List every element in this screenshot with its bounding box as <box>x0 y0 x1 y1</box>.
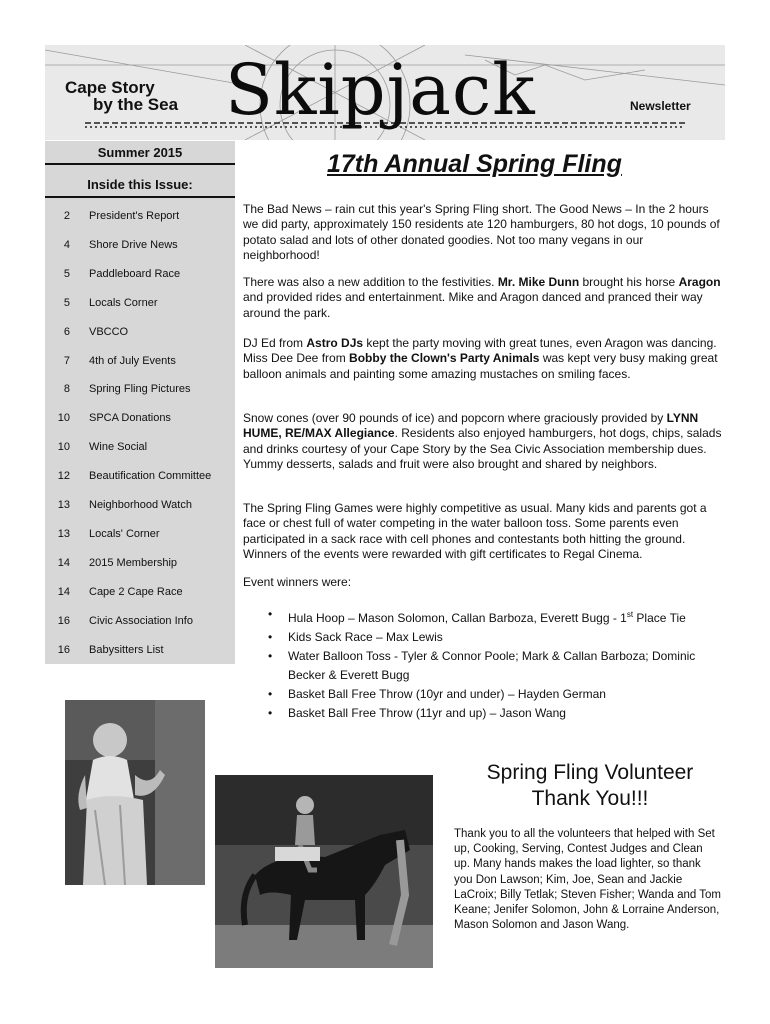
toc-item-title: Wine Social <box>89 441 148 454</box>
toc-item-title: Spring Fling Pictures <box>89 383 191 396</box>
toc-page-number: 4 <box>63 238 70 251</box>
masthead-cape-story <box>65 79 178 113</box>
toc-page-number: 12 <box>57 470 70 483</box>
toc-item-title: Shore Drive News <box>89 238 178 251</box>
toc-page-number: 10 <box>57 412 70 425</box>
horse-ride-photo <box>215 775 433 968</box>
winner-item: • Kids Sack Race – Max Lewis <box>268 628 728 647</box>
text-run: There was also a new addition to the festivities. <box>243 275 498 289</box>
toc-item-title: VBCCO <box>89 325 129 338</box>
toc-item-title: Neighborhood Watch <box>89 499 192 511</box>
toc-item <box>45 381 235 399</box>
toc-item <box>45 555 235 573</box>
text-run: st <box>626 610 634 619</box>
bold-name-astro-djs: Astro DJs <box>306 336 364 350</box>
article-paragraph-6: Event winners were: <box>243 575 352 589</box>
issue-season: Summer 2015 <box>97 145 183 160</box>
volunteer-title <box>455 760 725 812</box>
toc-item-title: SPCA Donations <box>89 412 171 425</box>
text-run: brought his horse <box>579 275 679 289</box>
volunteer-title-line1: Spring Fling Volunteer <box>486 761 694 784</box>
masthead-banner <box>45 45 725 140</box>
toc-item-title: Babysitters List <box>89 643 164 656</box>
toc-item <box>45 324 235 342</box>
toc-item <box>45 353 235 371</box>
toc-item-title: Cape 2 Cape Race <box>89 585 183 598</box>
bold-name-mike-dunn: Mr. Mike Dunn <box>497 275 580 289</box>
toc-item-title: Beautification Committee <box>89 470 212 483</box>
toc-page-number: 6 <box>63 325 70 338</box>
masthead-cape-line2: by the Sea <box>93 95 179 114</box>
toc-item <box>45 266 235 284</box>
masthead-title: Skipjack <box>225 49 536 131</box>
bold-name-bobby-the-clown: Bobby the Clown's Party Animals <box>349 351 540 366</box>
toc-page-number: 16 <box>57 643 70 656</box>
toc-item <box>45 497 235 515</box>
bold-name-lynn-hume: LYNN HUME, RE/MAX Allegiance <box>243 411 699 441</box>
text-run: Snow cones (over 90 pounds of ice) and popcorn where graciously provided by <box>243 411 667 425</box>
toc-heading: Inside this Issue: <box>87 177 193 192</box>
toc-item <box>45 584 235 602</box>
toc-item <box>45 439 235 457</box>
text-run: Hula Hoop – Mason Solomon, Callan Barboza, Everett Bugg - 1 <box>288 611 627 625</box>
toc-item <box>45 208 235 226</box>
toc-item-title: Civic Association Info <box>89 614 193 627</box>
winner-item: • Basket Ball Free Throw (10yr and under) – Hayden German <box>268 685 728 704</box>
toc-page-number: 14 <box>57 585 70 598</box>
divider <box>45 196 235 198</box>
toc-item <box>45 642 235 660</box>
article-paragraph-4 <box>243 411 723 472</box>
toc-item <box>45 526 235 544</box>
article-paragraph-1: The Bad News – rain cut this year's Spring Fling short. The Good News – In the 2 hours we did party, approximately 150 residents ate 120 hamburgers, 80 hot dogs, 10 pounds of potato salad and lots of other donated goodies. Not too many vegans in our neighborhood! <box>243 202 720 262</box>
toc-item-title: Locals' Corner <box>89 527 160 540</box>
toc-item <box>45 613 235 631</box>
toc-item <box>45 237 235 255</box>
text-run: kept the party moving with great tunes, even Aragon was dancing. Miss Dee Dee from <box>243 336 717 366</box>
volunteer-title-line2: Thank You!!! <box>531 787 649 810</box>
text-run: Becker & Everett Bugg <box>288 668 410 682</box>
toc-page-number: 10 <box>57 441 70 454</box>
toc-page-number: 2 <box>63 210 70 222</box>
toc-page-number: 13 <box>57 499 70 511</box>
toc-page-number: 14 <box>57 556 70 569</box>
winners-list <box>268 605 728 723</box>
toc-page-number: 5 <box>63 267 70 280</box>
winner-item <box>268 605 728 628</box>
text-run: was kept very busy making great balloon animals and painting some amazing mustaches on smiling faces. <box>243 351 718 381</box>
toc-item <box>45 410 235 428</box>
text-run: Place Tie <box>633 611 686 625</box>
masthead-cape-line1: Cape Story <box>65 78 155 97</box>
toc-item-title: President's Report <box>89 210 180 222</box>
toc-item-title: 4th of July Events <box>89 354 176 367</box>
divider <box>45 163 235 165</box>
toc-page-number: 16 <box>57 614 70 627</box>
article-paragraph-3 <box>243 336 723 382</box>
sidebar-contents <box>45 141 235 664</box>
toc-page-number: 8 <box>63 383 70 396</box>
masthead-newsletter-label: Newsletter <box>630 99 691 113</box>
text-run: DJ Ed from <box>243 336 307 350</box>
winner-item <box>268 647 728 685</box>
article-paragraph-2 <box>243 275 723 321</box>
winner-item: • Basket Ball Free Throw (11yr and up) – Jason Wang <box>268 704 728 723</box>
text-run: Water Balloon Toss - Tyler & Connor Poole; Mark & Callan Barboza; Dominic <box>288 649 696 663</box>
toc-item-title: Locals Corner <box>89 296 158 309</box>
volunteer-text: Thank you to all the volunteers that helped with Set up, Cooking, Serving, Contest Judges and Clean up. Many hands makes the load lighter, so thank you Don Lawson; Kim, Joe, Sean and Jackie LaCroix; Billy Tetlak; Steven Fisher; Wanda and Tom Keane; Jenifer Solomon, John & Lorraine Anderson, Mason Solomon and Jason Wang. <box>454 828 721 932</box>
toc-item-title: Paddleboard Race <box>89 267 181 280</box>
article-title: 17th Annual Spring Fling <box>327 150 622 178</box>
text-run: and provided rides and entertainment. Mike and Aragon danced and pranced their way around the park. <box>243 290 703 320</box>
toc-item-title: 2015 Membership <box>89 556 178 569</box>
bold-name-aragon: Aragon <box>678 275 721 289</box>
toc-item <box>45 295 235 313</box>
text-run: . Residents also enjoyed hamburgers, hot dogs, chips, salads and drinks courtesy of your Cape Story by the Sea Civic Association membership dues. Yummy desserts, salads and fruit were also brought and shared by neighbors. <box>243 426 722 471</box>
toc-page-number: 7 <box>63 354 70 367</box>
article-paragraph-5: The Spring Fling Games were highly competitive as usual. Many kids and parents got a face or chest full of water competing in the water balloon toss. Some parents even participated in a sack race with cell phones and contestants both hitting the ground. Winners of the events were rewarded with gift certificates to Regal Cinema. <box>243 501 707 561</box>
toc-item <box>45 468 235 486</box>
toc-page-number: 13 <box>57 527 70 540</box>
toc-page-number: 5 <box>63 296 70 309</box>
sack-race-photo <box>65 700 205 885</box>
